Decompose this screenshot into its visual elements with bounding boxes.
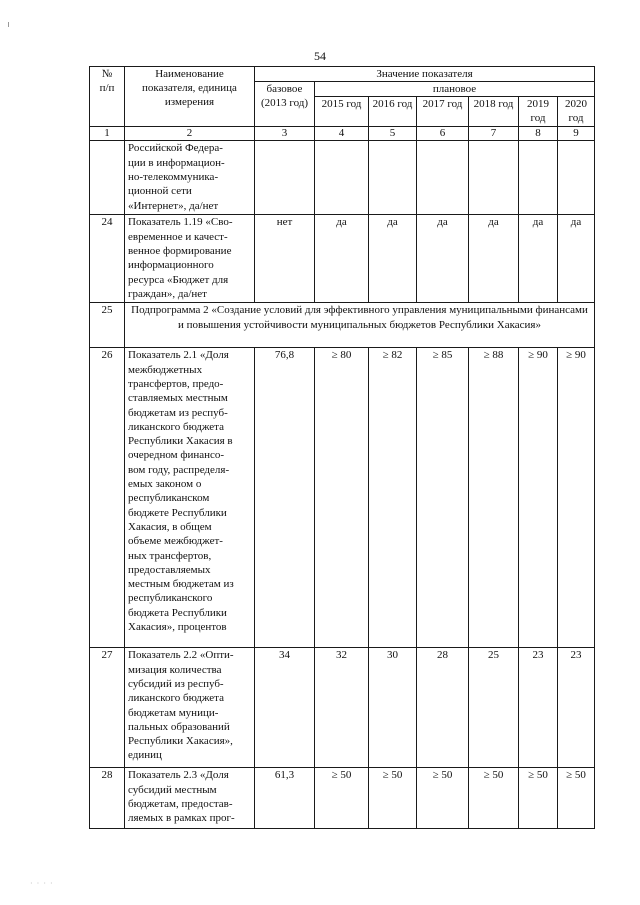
- row-number: 24: [90, 215, 125, 303]
- value-2019: [519, 141, 558, 215]
- value-2018: [469, 141, 519, 215]
- row-number: 27: [90, 648, 125, 768]
- value-2018: ≥ 50: [469, 768, 519, 829]
- table-row: [90, 215, 595, 303]
- value-2019: 23: [519, 648, 558, 768]
- value-2018: да: [469, 215, 519, 303]
- header-year-2016: 2016 год: [369, 97, 417, 127]
- header-planned: плановое: [315, 82, 595, 97]
- header-base: базовое (2013 год): [255, 82, 315, 127]
- row-number: [90, 141, 125, 215]
- value-2015: [315, 141, 369, 215]
- value-2020: [558, 141, 595, 215]
- value-base: 34: [255, 648, 315, 768]
- header-year-2020: 2020 год: [558, 97, 595, 127]
- value-2016: [369, 141, 417, 215]
- table-row: [90, 303, 595, 348]
- value-2020: ≥ 50: [558, 768, 595, 829]
- col-number-8: 8: [519, 127, 558, 141]
- indicator-name: Показатель 2.2 «Опти- мизация количества субсидий из респуб- ликанского бюджета бюджетам муници- пальных образований Республики Хакасия», единиц: [125, 648, 255, 768]
- indicator-name: Показатель 2.1 «Доля межбюджетных трансфертов, предо- ставляемых местным бюджетам из респуб- ликанского бюджета Республики Хакасия в очередном финансо- вом году, распределя- емых законом о республиканском бюджете Республики Хакасия, в общем объеме межбюджет- ных трансфертов, предоставляемых местным бюджетам из республиканского бюджета Республики Хакасия», процентов: [125, 348, 255, 648]
- header-year-2017: 2017 год: [417, 97, 469, 127]
- value-2016: да: [369, 215, 417, 303]
- table-row: [90, 768, 595, 829]
- header-year-2015: 2015 год: [315, 97, 369, 127]
- header-year-2018: 2018 год: [469, 97, 519, 127]
- header-name: Наименование показателя, единица измерения: [125, 67, 255, 127]
- col-number-3: 3: [255, 127, 315, 141]
- header-no: № п/п: [90, 67, 125, 127]
- value-2015: ≥ 80: [315, 348, 369, 648]
- table-row: [90, 348, 595, 648]
- value-2018: ≥ 88: [469, 348, 519, 648]
- row-number: 28: [90, 768, 125, 829]
- value-2016: 30: [369, 648, 417, 768]
- value-2018: 25: [469, 648, 519, 768]
- value-2019: да: [519, 215, 558, 303]
- value-base: [255, 141, 315, 215]
- col-number-6: 6: [417, 127, 469, 141]
- value-2017: ≥ 50: [417, 768, 469, 829]
- value-base: 61,3: [255, 768, 315, 829]
- col-number-5: 5: [369, 127, 417, 141]
- col-number-4: 4: [315, 127, 369, 141]
- margin-mark: [8, 22, 9, 27]
- value-2015: 32: [315, 648, 369, 768]
- value-2020: ≥ 90: [558, 348, 595, 648]
- value-2020: да: [558, 215, 595, 303]
- col-number-2: 2: [125, 127, 255, 141]
- col-number-7: 7: [469, 127, 519, 141]
- indicators-table: [89, 66, 595, 829]
- value-2017: [417, 141, 469, 215]
- table-row: [90, 648, 595, 768]
- scan-mark: · · · ·: [30, 879, 54, 888]
- value-2020: 23: [558, 648, 595, 768]
- value-base: нет: [255, 215, 315, 303]
- value-2015: ≥ 50: [315, 768, 369, 829]
- indicator-name: Российской Федера- ции в информацион- но-телекоммуника- ционной сети «Интернет», да/нет: [125, 141, 255, 215]
- header-value-group: Значение показателя: [255, 67, 595, 82]
- col-number-9: 9: [558, 127, 595, 141]
- header-year-2019: 2019 год: [519, 97, 558, 127]
- value-base: 76,8: [255, 348, 315, 648]
- row-number: 25: [90, 303, 125, 348]
- value-2016: ≥ 50: [369, 768, 417, 829]
- value-2015: да: [315, 215, 369, 303]
- indicator-name: Показатель 1.19 «Сво- евременное и качест- венное формирование информационного ресурса «Бюджет для граждан», да/нет: [125, 215, 255, 303]
- value-2019: ≥ 90: [519, 348, 558, 648]
- table-row: [90, 141, 595, 215]
- page-number: 54: [314, 49, 326, 63]
- value-2017: ≥ 85: [417, 348, 469, 648]
- subprogram-title: Подпрограмма 2 «Создание условий для эффективного управления муниципальными финансами и повышения устойчивости муниципальных бюджетов Республики Хакасия»: [125, 303, 595, 348]
- row-number: 26: [90, 348, 125, 648]
- value-2016: ≥ 82: [369, 348, 417, 648]
- value-2017: 28: [417, 648, 469, 768]
- col-number-1: 1: [90, 127, 125, 141]
- indicator-name: Показатель 2.3 «Доля субсидий местным бюджетам, предостав- ляемых в рамках прог-: [125, 768, 255, 829]
- value-2019: ≥ 50: [519, 768, 558, 829]
- value-2017: да: [417, 215, 469, 303]
